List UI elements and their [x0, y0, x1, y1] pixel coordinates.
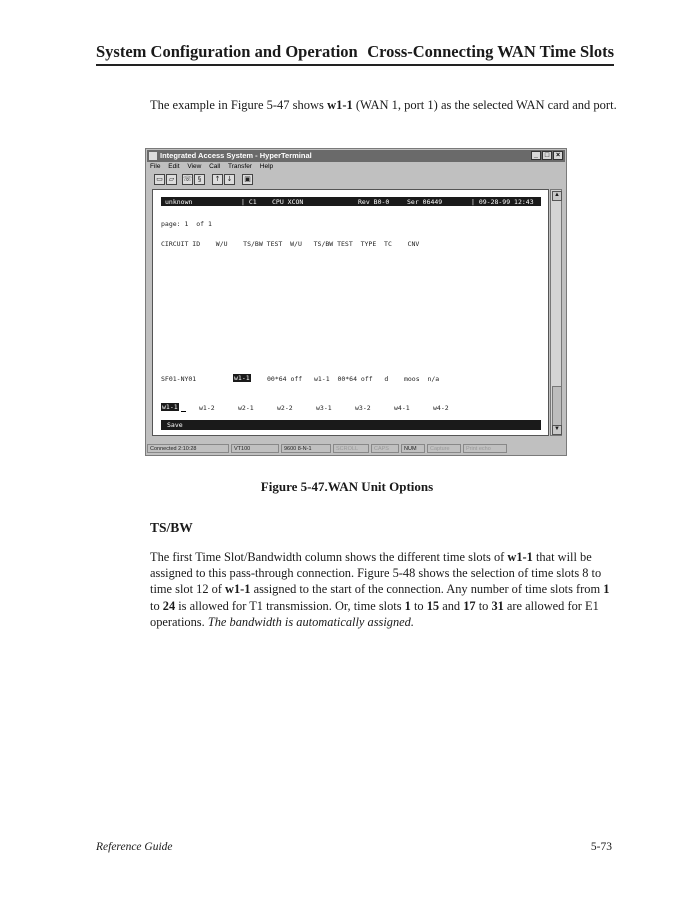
text-cursor	[181, 411, 186, 412]
section-title: Cross-Connecting WAN Time Slots	[367, 42, 614, 61]
body-bold: w1-1	[507, 550, 533, 564]
close-icon[interactable]: ×	[553, 151, 563, 160]
body-text: The first Time Slot/Bandwidth column shows the different time slots of	[150, 550, 508, 564]
receive-icon[interactable]: ↓	[224, 174, 235, 185]
intro-text-end: (WAN 1, port 1) as the selected WAN card and port.	[352, 98, 617, 112]
option-w3-2[interactable]: w3-2	[355, 404, 371, 412]
window-controls	[530, 151, 563, 161]
intro-paragraph	[150, 98, 620, 113]
intro-bold: w1-1	[327, 98, 353, 112]
body-text: to	[475, 598, 492, 613]
status-print-echo: Print echo	[463, 444, 507, 453]
phone-icon[interactable]: ☏	[183, 175, 192, 183]
option-w1-2[interactable]: w1-2	[199, 404, 215, 412]
option-w4-1[interactable]: w4-1	[394, 404, 410, 412]
disconnect-icon[interactable]: §	[194, 174, 205, 185]
section-heading: TS/BW	[150, 520, 193, 535]
menu-transfer[interactable]: Transfer	[228, 163, 252, 170]
body-bold: 1	[603, 582, 610, 597]
option-w2-2[interactable]: w2-2	[277, 404, 293, 412]
scroll-up-icon[interactable]: ▲	[552, 191, 562, 201]
window-title: Integrated Access System - HyperTerminal	[160, 151, 312, 160]
window-titlebar[interactable]	[147, 150, 565, 162]
terminal-screen[interactable]	[152, 189, 549, 436]
status-serial: Ser 06449	[407, 198, 443, 206]
status-host: unknown	[165, 198, 193, 206]
status-port-settings: 9600 8-N-1	[281, 444, 331, 453]
option-w2-1[interactable]: w2-1	[238, 404, 254, 412]
footer-doc-title: Reference Guide	[96, 841, 173, 853]
status-rev: Rev B0-0	[358, 198, 390, 206]
circuit-values: 00*64 off w1-1 00*64 off d moos n/a	[267, 375, 440, 383]
option-w4-2[interactable]: w4-2	[433, 404, 449, 412]
wu-field-selected[interactable]: w1-1	[234, 374, 250, 382]
page-header	[96, 40, 614, 66]
open-icon[interactable]: ▱	[166, 174, 177, 185]
status-slot: | C1	[241, 198, 257, 206]
body-bold: 24	[162, 598, 176, 613]
status-scroll: SCROLL	[333, 444, 369, 453]
menu-file[interactable]: File	[150, 163, 161, 170]
chapter-title: System Configuration and Operation	[96, 42, 358, 61]
body-text: to	[410, 598, 427, 613]
status-datetime: | 09-28-99 12:43	[471, 198, 534, 206]
menu-edit[interactable]: Edit	[168, 163, 180, 170]
app-icon	[149, 152, 157, 160]
body-paragraph	[150, 549, 618, 630]
menu-call[interactable]: Call	[209, 163, 221, 170]
scroll-thumb[interactable]	[552, 386, 562, 428]
body-bold: 17	[463, 598, 476, 613]
body-bold: 15	[426, 598, 440, 613]
save-bar[interactable]	[161, 420, 541, 430]
menu-bar	[150, 163, 279, 173]
body-text: that will be assigned to this pass-through connection. Figure 5-48 shows the selection of time slots 8 to time slot 12 of	[150, 550, 602, 597]
page-indicator: page: 1 of 1	[161, 220, 212, 228]
save-label: Save	[167, 421, 183, 429]
intro-text: The example in Figure 5-47 shows	[150, 98, 328, 112]
terminal-status-bar	[161, 197, 541, 206]
option-w1-1[interactable]: w1-1	[162, 403, 178, 411]
body-text: and	[439, 598, 464, 613]
body-text: is allowed for T1 transmission. Or, time slots	[175, 598, 405, 613]
body-bold: 1	[404, 598, 411, 613]
hyperterminal-window	[145, 148, 567, 456]
page-number: 5-73	[590, 841, 612, 853]
body-bold: w1-1	[225, 582, 251, 597]
minimize-icon[interactable]: _	[531, 151, 541, 160]
option-w3-1[interactable]: w3-1	[316, 404, 332, 412]
column-headers: CIRCUIT ID W/U TS/BW TEST W/U TS/BW TEST TYPE TC CNV	[161, 240, 420, 248]
status-caps: CAPS	[371, 444, 399, 453]
status-num: NUM	[401, 444, 425, 453]
figure-caption: Figure 5-47.WAN Unit Options	[260, 479, 434, 494]
circuit-id: SF01-NY01	[161, 375, 197, 383]
status-emulation: VT100	[231, 444, 279, 453]
new-icon[interactable]: ▭	[154, 174, 165, 185]
status-capture: Capture	[427, 444, 461, 453]
body-text: assigned to the start of the connection. Any number of time slots from	[250, 582, 604, 597]
scroll-down-icon[interactable]: ▼	[552, 425, 562, 435]
body-text: are allowed for E1 operations.	[150, 598, 599, 629]
body-italic: The bandwidth is automatically assigned.	[207, 614, 414, 629]
send-icon[interactable]: ↑	[212, 174, 223, 185]
menu-view[interactable]: View	[187, 163, 202, 170]
vertical-scrollbar[interactable]	[550, 189, 562, 436]
window-status-bar	[147, 443, 565, 454]
properties-icon[interactable]: ▣	[242, 174, 253, 185]
status-card: CPU XCON	[272, 198, 304, 206]
menu-help[interactable]: Help	[259, 163, 274, 170]
maximize-icon[interactable]: □	[542, 151, 552, 160]
body-bold: 31	[491, 598, 504, 613]
body-text: to	[150, 598, 163, 613]
status-connected: Connected 2:10:28	[147, 444, 229, 453]
